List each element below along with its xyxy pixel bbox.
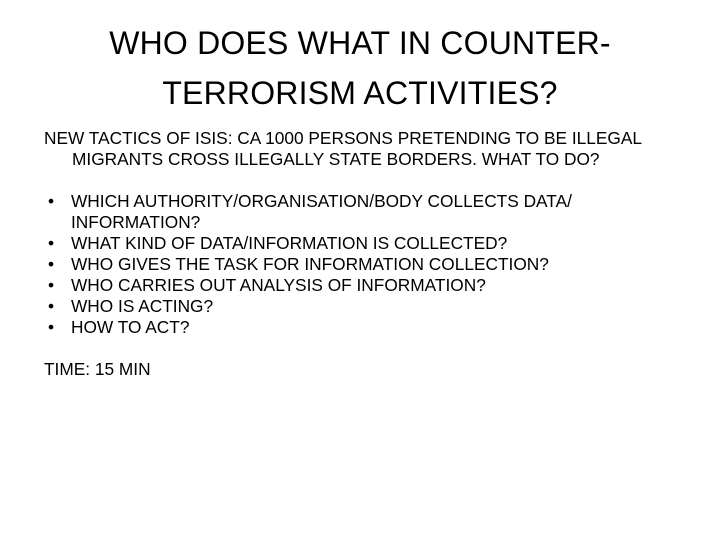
bullet-icon: • (47, 296, 55, 316)
question-text: WHO GIVES THE TASK FOR INFORMATION COLLECTION? (71, 254, 549, 274)
question-text: WHAT KIND OF DATA/INFORMATION IS COLLECTED? (71, 233, 508, 253)
question-text: WHICH AUTHORITY/ORGANISATION/BODY COLLECTS DATA/ INFORMATION? (71, 191, 572, 232)
bullet-icon: • (47, 275, 55, 295)
question-text: WHO IS ACTING? (71, 296, 214, 316)
question-text: WHO CARRIES OUT ANALYSIS OF INFORMATION? (71, 275, 486, 295)
slide-title-line-2: TERRORISM ACTIVITIES? (162, 75, 558, 111)
question-text: HOW TO ACT? (71, 317, 190, 337)
question-item (44, 317, 684, 338)
question-item (44, 296, 684, 317)
bullet-icon: • (47, 317, 55, 337)
question-item (44, 254, 684, 275)
question-list (44, 191, 684, 338)
bullet-icon: • (47, 254, 55, 274)
question-item (44, 191, 684, 233)
intro-text: NEW TACTICS OF ISIS: CA 1000 PERSONS PRETENDING TO BE ILLEGAL MIGRANTS CROSS ILLEGALLY STATE BORDERS. WHAT TO DO? (44, 128, 642, 169)
question-item (44, 275, 684, 296)
bullet-icon: • (47, 233, 55, 253)
time-limit: TIME: 15 MIN (44, 359, 151, 379)
slide-body (44, 128, 684, 380)
bullet-icon: • (47, 191, 55, 211)
slide-title-line-1: WHO DOES WHAT IN COUNTER- (109, 25, 611, 61)
question-item (44, 233, 684, 254)
slide-title (36, 18, 684, 118)
